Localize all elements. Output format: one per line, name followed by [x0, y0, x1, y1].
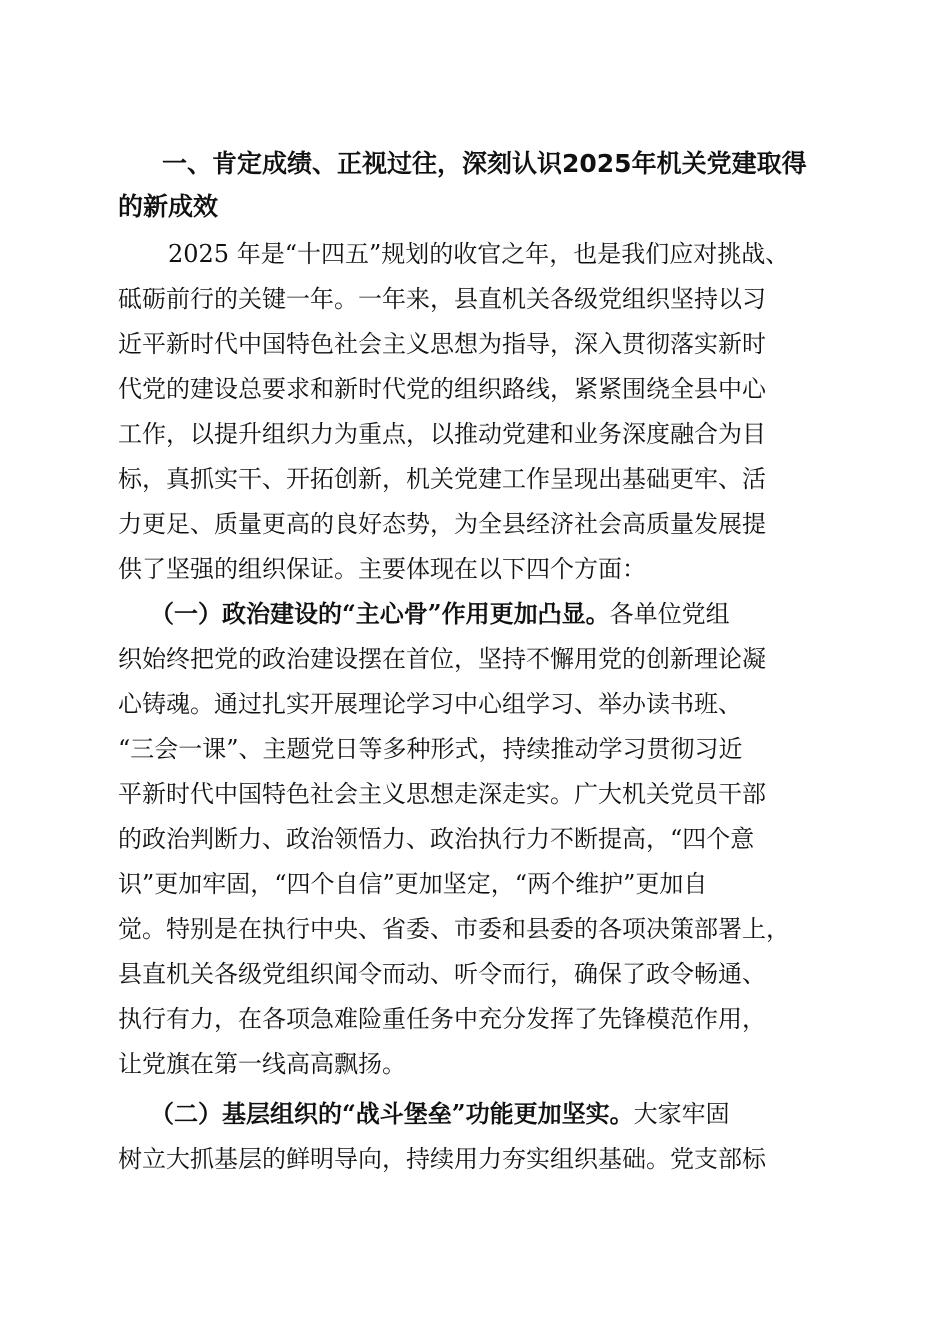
paragraph-line: 县直机关各级党组织闻令而动、听令而行，确保了政令畅通、	[118, 960, 766, 988]
subsection-first-line	[150, 1094, 730, 1134]
paragraph-line: “三会一课”、主题党日等多种形式，持续推动学习贯彻习近	[118, 735, 743, 763]
paragraph-line: 2025 年是“十四五”规划的收官之年，也是我们应对挑战、	[168, 240, 790, 268]
subsection-title: （一）政治建设的“主心骨”作用更加凸显。	[150, 599, 610, 628]
paragraph-line: 力更足、质量更高的良好态势，为全县经济社会高质量发展提	[118, 510, 766, 538]
section-heading-line-2: 的新成效	[118, 192, 219, 221]
paragraph-line: 砥砺前行的关键一年。一年来，县直机关各级党组织坚持以习	[118, 285, 766, 313]
paragraph-line: 执行有力，在各项急难险重任务中充分发挥了先锋模范作用，	[118, 1005, 766, 1033]
paragraph-line: 让党旗在第一线高高飘扬。	[118, 1050, 406, 1078]
paragraph-line: 标，真抓实干、开拓创新，机关党建工作呈现出基础更牢、活	[118, 465, 766, 493]
paragraph-line: 平新时代中国特色社会主义思想走深走实。广大机关党员干部	[118, 780, 766, 808]
paragraph-line: 心铸魂。通过扎实开展理论学习中心组学习、举办读书班、	[118, 690, 742, 718]
paragraph-text: 各单位党组	[609, 600, 730, 628]
paragraph-line: 识”更加牢固，“四个自信”更加坚定，“两个维护”更加自	[118, 870, 708, 898]
section-heading-line-1: 一、肯定成绩、正视过往，深刻认识2025年机关党建取得	[162, 149, 807, 178]
paragraph-line: 织始终把党的政治建设摆在首位，坚持不懈用党的创新理论凝	[118, 645, 766, 673]
paragraph-line: 供了坚强的组织保证。主要体现在以下四个方面：	[118, 555, 646, 583]
paragraph-line: 的政治判断力、政治领悟力、政治执行力不断提高，“四个意	[118, 825, 755, 853]
subsection-title: （二）基层组织的“战斗堡垒”功能更加坚实。	[150, 1099, 634, 1128]
paragraph-line: 觉。特别是在执行中央、省委、市委和县委的各项决策部署上，	[118, 915, 790, 943]
paragraph-line: 代党的建设总要求和新时代党的组织路线，紧紧围绕全县中心	[118, 375, 766, 403]
paragraph-text: 大家牢固	[633, 1100, 730, 1128]
paragraph-line: 树立大抓基层的鲜明导向，持续用力夯实组织基础。党支部标	[118, 1145, 766, 1173]
paragraph-line: 工作，以提升组织力为重点，以推动党建和业务深度融合为目	[118, 420, 766, 448]
subsection-first-line	[150, 594, 730, 634]
paragraph-line: 近平新时代中国特色社会主义思想为指导，深入贯彻落实新时	[118, 330, 766, 358]
